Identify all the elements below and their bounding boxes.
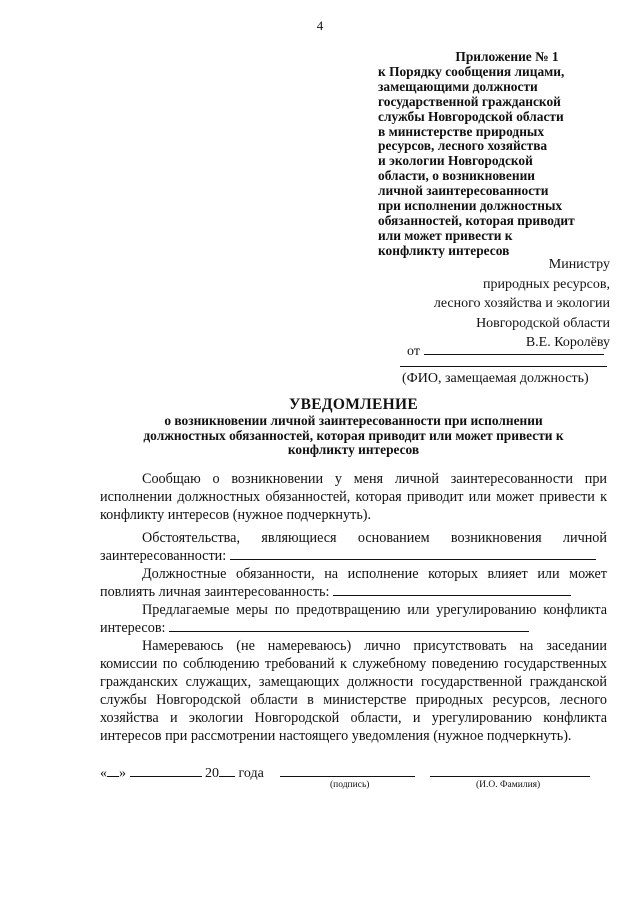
fio-caption: (ФИО, замещаемая должность) bbox=[402, 371, 589, 386]
month-fill-line[interactable] bbox=[130, 763, 202, 777]
name-fill-line[interactable] bbox=[430, 763, 590, 777]
appendix-line: конфликту интересов bbox=[378, 242, 510, 258]
appendix-line: при исполнении должностных bbox=[378, 198, 563, 214]
appendix-line: замещающими должности bbox=[378, 78, 538, 94]
appendix-line: или может привести к bbox=[378, 227, 513, 243]
appendix-line: к Порядку сообщения лицами, bbox=[378, 63, 565, 79]
addressee-line: Новгородской области bbox=[476, 315, 610, 331]
notice-subtitle-line: о возникновении личной заинтересованности при исполнении bbox=[164, 413, 543, 428]
fio-fill-line[interactable] bbox=[400, 366, 607, 367]
paragraph-text: Намереваюсь (не намереваюсь) лично присутствовать на заседании комиссии по соблюдению требований к служебному поведению государственных гражданских служащих, замещающих должности государственной гражданской службы Новгородской области в министерстве природных ресурсов, лесного хозяйства и экологии Новгородской области, и урегулированию конфликта интересов при рассмотрении настоящего уведомления (нужное подчеркнуть). bbox=[100, 638, 607, 744]
day-fill-line[interactable] bbox=[107, 763, 119, 777]
paragraph-text: Предлагаемые меры по предотвращению или урегулированию конфликта интересов: bbox=[100, 602, 607, 636]
appendix-line: государственной гражданской bbox=[378, 93, 561, 109]
paragraph-text: Обстоятельства, являющиеся основанием возникновения личной заинтересованности: bbox=[100, 530, 607, 564]
signature-fill-line[interactable] bbox=[280, 763, 415, 777]
quote-close: » bbox=[119, 766, 126, 781]
from-row bbox=[407, 340, 604, 360]
notice-subtitle-line: конфликту интересов bbox=[287, 442, 420, 457]
circumstances-fill-line[interactable] bbox=[230, 547, 596, 560]
addressee-block bbox=[434, 255, 610, 353]
appendix-line: обязанностей, которая приводит bbox=[378, 212, 575, 228]
notice-title: УВЕДОМЛЕНИЕ bbox=[288, 396, 419, 413]
addressee-line: В.Е. Королёву bbox=[525, 335, 610, 350]
measures-fill-line[interactable] bbox=[169, 619, 529, 632]
notice-subtitle-line: должностных обязанностей, которая приводит или может привести к bbox=[143, 427, 564, 443]
paragraph-circumstances bbox=[100, 529, 607, 565]
paragraph-text: Должностные обязанности, на исполнение которых влияет или может повлиять личная заинтересованность: bbox=[100, 566, 607, 600]
appendix-line: службы Новгородской области bbox=[378, 108, 564, 124]
appendix-line: области, о возникновении bbox=[378, 168, 535, 184]
addressee-line: природных ресурсов, bbox=[482, 276, 610, 292]
appendix-line: в министерстве природных bbox=[378, 123, 545, 139]
duties-fill-line[interactable] bbox=[333, 583, 571, 596]
appendix-line: и экологии Новгородской bbox=[378, 153, 533, 169]
notice-body bbox=[100, 470, 607, 750]
paragraph-notice bbox=[100, 470, 607, 524]
from-label: от bbox=[407, 344, 420, 359]
appendix-block bbox=[378, 50, 628, 259]
paragraph-text: Сообщаю о возникновении у меня личной заинтересованности при исполнении должностных обязанностей, которая приводит или может привести к конфликту интересов (нужное подчеркнуть). bbox=[100, 471, 607, 523]
addressee-line: лесного хозяйства и экологии bbox=[433, 296, 610, 311]
page-number: 4 bbox=[316, 18, 324, 33]
from-fill-line[interactable] bbox=[424, 340, 604, 355]
paragraph-duties bbox=[100, 565, 607, 601]
notice-title-block bbox=[100, 396, 607, 458]
addressee-line: Министру bbox=[548, 257, 610, 272]
appendix-title: Приложение № 1 bbox=[455, 49, 559, 64]
year-fill-line[interactable] bbox=[219, 763, 235, 777]
quote-open: « bbox=[100, 766, 107, 781]
appendix-line: личной заинтересованности bbox=[378, 183, 549, 199]
paragraph-attendance bbox=[100, 637, 607, 745]
name-caption: (И.О. Фамилия) bbox=[476, 780, 541, 790]
year-prefix: 20 bbox=[205, 766, 219, 781]
signature-caption: (подпись) bbox=[330, 780, 370, 790]
appendix-line: ресурсов, лесного хозяйства bbox=[378, 138, 548, 154]
year-suffix: года bbox=[238, 766, 264, 781]
paragraph-measures bbox=[100, 601, 607, 637]
